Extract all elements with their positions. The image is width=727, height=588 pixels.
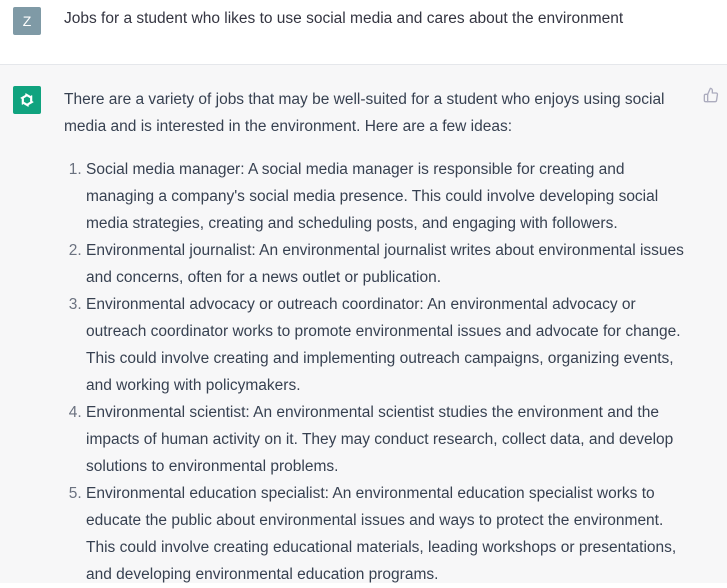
list-item: 5. Environmental education specialist: An environmental education specialist works to educate the public about environmental issues and ways to protect the environment. This could involve creating educational materials, leading workshops or presentations, and developing environmental education programs. [86,480,684,588]
list-item: 3. Environmental advocacy or outreach coordinator: An environmental advocacy or outreach coordinator works to promote environmental issues and advocate for change. This could involve creating and implementing outreach campaigns, organizing events, and working with policymakers. [86,291,684,399]
job-ideas-list [64,156,684,588]
openai-logo-icon [17,90,37,110]
thumbs-up-button[interactable] [703,87,719,103]
list-item: 4. Environmental scientist: An environmental scientist studies the environment and the impacts of human activity on it. They may conduct research, collect data, and develop solutions to environmental problems. [86,399,684,480]
assistant-message-text [64,86,684,588]
user-message-row [0,0,727,65]
thumbs-up-icon [703,87,719,103]
list-item: 1. Social media manager: A social media manager is responsible for creating and managing a company's social media presence. This could involve developing social media strategies, creating and scheduling posts, and engaging with followers. [86,156,684,237]
assistant-avatar [13,86,41,114]
user-avatar: Z [13,7,41,35]
user-message-text: Jobs for a student who likes to use social media and cares about the environment [64,10,624,27]
assistant-intro: There are a variety of jobs that may be well-suited for a student who enjoys using social media and is interested in the environment. Here are a few ideas: [64,91,665,135]
list-item: 2. Environmental journalist: An environmental journalist writes about environmental issues and concerns, often for a news outlet or publication. [86,237,684,291]
assistant-message-row [0,65,727,583]
